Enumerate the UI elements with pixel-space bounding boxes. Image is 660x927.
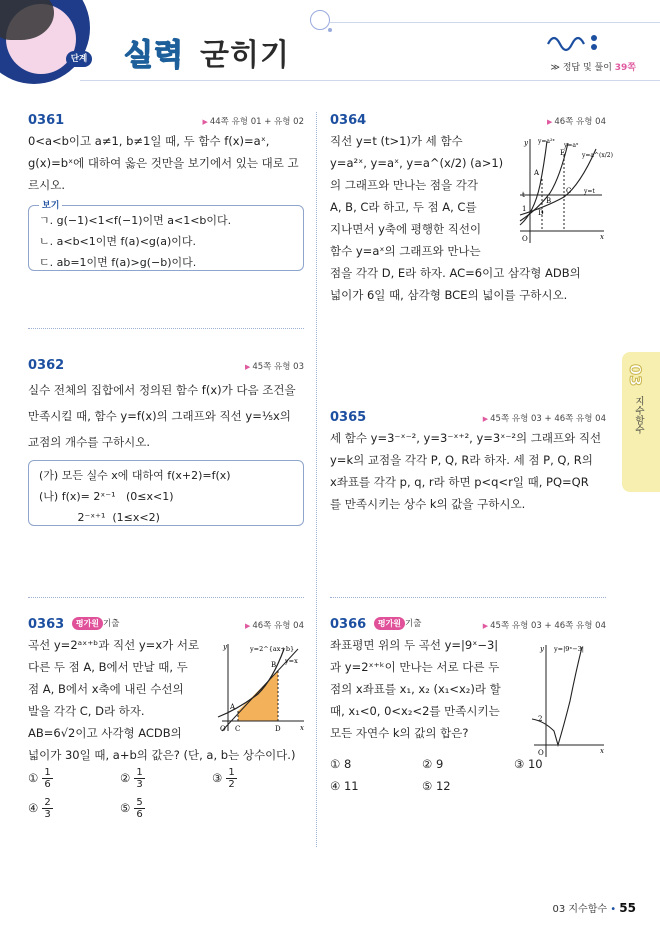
choice-1[interactable]: ① $\frac{1}{6}$: [28, 767, 51, 790]
problem-meta: ▶ 45쪽 유형 03 + 46쪽 유형 04: [483, 619, 606, 631]
svg-text:1: 1: [522, 205, 527, 213]
choice-1[interactable]: ① 8: [330, 757, 352, 771]
choice-4[interactable]: ④ 11: [330, 779, 359, 793]
problem-meta: ▶ 46쪽 유형 04: [547, 115, 606, 127]
problem-0363: [28, 617, 304, 820]
problem-0361: [28, 113, 304, 269]
svg-text:y=aˣ: y=aˣ: [564, 142, 579, 149]
answer-reference: ≫ 정답 및 풀이 39쪽: [550, 63, 636, 73]
svg-text:O: O: [522, 235, 528, 243]
svg-text:O: O: [538, 749, 544, 757]
problem-text: 세 함수 y=3⁻ˣ⁻², y=3⁻ˣ⁺², y=3ˣ⁻²의 그래프와 직선 y=k의 교점을 각각 P, Q, R라 하자. 세 점 P, Q, R의 x좌표를 각각 p, q, r라 하면 p<q<r일 때, PQ=QR 를 만족시키는 상수 k의 값을 구하시오.: [330, 431, 602, 511]
problem-heading: 0366 평가원 기출: [330, 617, 422, 632]
page-number: 55: [619, 901, 636, 915]
svg-text:2: 2: [538, 715, 543, 723]
header-dot-decoration: [328, 28, 332, 32]
svg-text:x: x: [600, 747, 604, 755]
row-divider-right-2: [330, 597, 606, 598]
svg-text:B: B: [546, 197, 552, 205]
choice-2[interactable]: ② 9: [422, 757, 444, 771]
header-rule-bottom: [80, 80, 660, 81]
problem-number: 0363: [28, 617, 65, 632]
svg-text:C: C: [566, 187, 572, 195]
choice-2[interactable]: ② $\frac{1}{3}$: [120, 767, 143, 790]
row-divider-left-2: [28, 597, 304, 598]
svg-text:E: E: [560, 149, 566, 157]
svg-text:t: t: [522, 191, 525, 199]
row-divider-left-1: [28, 328, 304, 329]
chapter-side-tab[interactable]: [622, 352, 660, 492]
bogi-label: 보기: [39, 198, 62, 211]
graph-0363: [218, 639, 308, 739]
problem-meta: ▶ 46쪽 유형 04: [245, 619, 304, 631]
problem-meta: ▶ 44쪽 유형 01 + 유형 02: [202, 115, 304, 127]
problem-number: 0361: [28, 113, 65, 128]
chapter-number: 03: [626, 364, 645, 387]
choice-3[interactable]: ③ 10: [514, 757, 543, 771]
chapter-name: 지수함수: [633, 396, 644, 434]
svg-text:O: O: [220, 725, 226, 733]
problem-0366: [330, 617, 606, 793]
page-header: [0, 0, 660, 90]
problem-0365: [330, 410, 606, 515]
choice-5[interactable]: ⑤ $\frac{5}{6}$: [120, 797, 143, 820]
svg-text:x: x: [600, 233, 604, 241]
choice-4[interactable]: ④ $\frac{2}{3}$: [28, 797, 51, 820]
svg-text:y=a²ˣ: y=a²ˣ: [538, 138, 555, 145]
graph-curve-label: y=2^{ax+b}: [250, 645, 295, 653]
svg-text:y=|9ˣ−3|: y=|9ˣ−3|: [554, 645, 584, 653]
graph-0366: [530, 641, 606, 761]
condition-box: (가) 모든 실수 x에 대하여 f(x+2)=f(x) (나) f(x)= 2ˣ⁻¹ (0≤x<1) 2⁻ˣ⁺¹ (1≤x<2): [28, 460, 304, 526]
svg-text:y=a^(x/2): y=a^(x/2): [582, 152, 613, 159]
svg-text:D: D: [538, 209, 544, 217]
level-badge: 단계: [66, 51, 92, 67]
svg-text:y: y: [524, 139, 528, 147]
page-footer: 03 지수함수 • 55: [552, 901, 636, 915]
problem-text: 0<a<b이고 a≠1, b≠1일 때, 두 함수 f(x)=aˣ, g(x)=bˣ에 대하여 옳은 것만을 보기에서 있는 대로 고 르시오.: [28, 134, 299, 192]
graph-0364: [516, 135, 613, 251]
svg-text:B: B: [271, 661, 277, 669]
graph-line-label: y=x: [285, 657, 298, 665]
title-part2: 굳히기: [200, 38, 290, 73]
graph-axis-y: y: [223, 643, 227, 651]
svg-text:A: A: [534, 169, 540, 177]
problem-text: 직선 y=t (t>1)가 세 함수 y=a²ˣ, y=aˣ, y=a^(x/2) (a>1) 의 그래프와 만나는 점을 각각 A, B, C라 하고, 두 점 A, C를 지나면서 y축에 평행한 직선이 함수 y=aˣ의 그래프와 만나는 점을 각각 D, E라 하자. AC=6이고 삼각형 ADB의 넓이가 6일 때, 삼각형 BCE의 넓이를 구하시오.: [330, 134, 581, 302]
svg-text:y=t: y=t: [584, 188, 595, 195]
problem-text: 좌표평면 위의 두 곡선 y=|9ˣ−3| 과 y=2ˣ⁺ᵏ이 만나는 서로 다른 두 점의 x좌표를 x₁, x₂ (x₁<x₂)라 할 때, x₁<0, 0<x₂<2를 만족시키는 모든 자연수 k의 값의 합은?: [330, 638, 501, 740]
choice-5[interactable]: ⑤ 12: [422, 779, 451, 793]
header-rule: [330, 22, 660, 23]
problem-0364: [330, 113, 613, 306]
problem-meta: ▶ 45쪽 유형 03: [245, 360, 304, 372]
source-tag: 평가원: [72, 617, 103, 630]
answer-choices: [330, 757, 606, 803]
answer-choices: [28, 767, 304, 823]
problem-meta: ▶ 45쪽 유형 03 + 46쪽 유형 04: [483, 412, 606, 424]
svg-text:y: y: [540, 645, 544, 653]
problem-0362: [28, 358, 304, 524]
footer-chapter: 03 지수함수: [552, 904, 608, 915]
problem-number: 0364: [330, 113, 367, 128]
problem-text: 곡선 y=2ᵃˣ⁺ᵇ과 직선 y=x가 서로 다른 두 점 A, B에서 만날 때, 두 점 A, B에서 x축에 내린 수선의 발을 각각 C, D라 하자. AB=6√2이고 사각형 ACDB의 넓이가 30일 때, a+b의 값은? (단, a, b는 상수이다.): [28, 638, 296, 762]
problem-number: 0362: [28, 358, 65, 373]
problem-number: 0366: [330, 617, 367, 632]
column-divider: [316, 112, 317, 847]
svg-text:C: C: [235, 725, 241, 733]
problem-text: 실수 전체의 집합에서 정의된 함수 f(x)가 다음 조건을 만족시킬 때, 함수 y=f(x)의 그래프와 직선 y=⅕x의 교점의 개수를 구하시오.: [28, 383, 296, 449]
problem-heading: 0363 평가원 기출: [28, 617, 120, 632]
title-part1: 실력: [124, 38, 184, 73]
bogi-box: 보기 ㄱ. g(−1)<1<f(−1)이면 a<1<b이다. ㄴ. a<b<1이면 f(a)<g(a)이다. ㄷ. ab=1이면 f(a)>g(−b)이다.: [28, 205, 304, 271]
header-ring-decoration: [310, 10, 330, 30]
problem-number: 0365: [330, 410, 367, 425]
svg-text:D: D: [275, 725, 281, 733]
wave-icon: [546, 30, 606, 54]
source-tag: 평가원: [374, 617, 405, 630]
svg-text:A: A: [230, 703, 236, 711]
choice-3[interactable]: ③ $\frac{1}{2}$: [212, 767, 235, 790]
graph-axis-x: x: [300, 724, 304, 732]
